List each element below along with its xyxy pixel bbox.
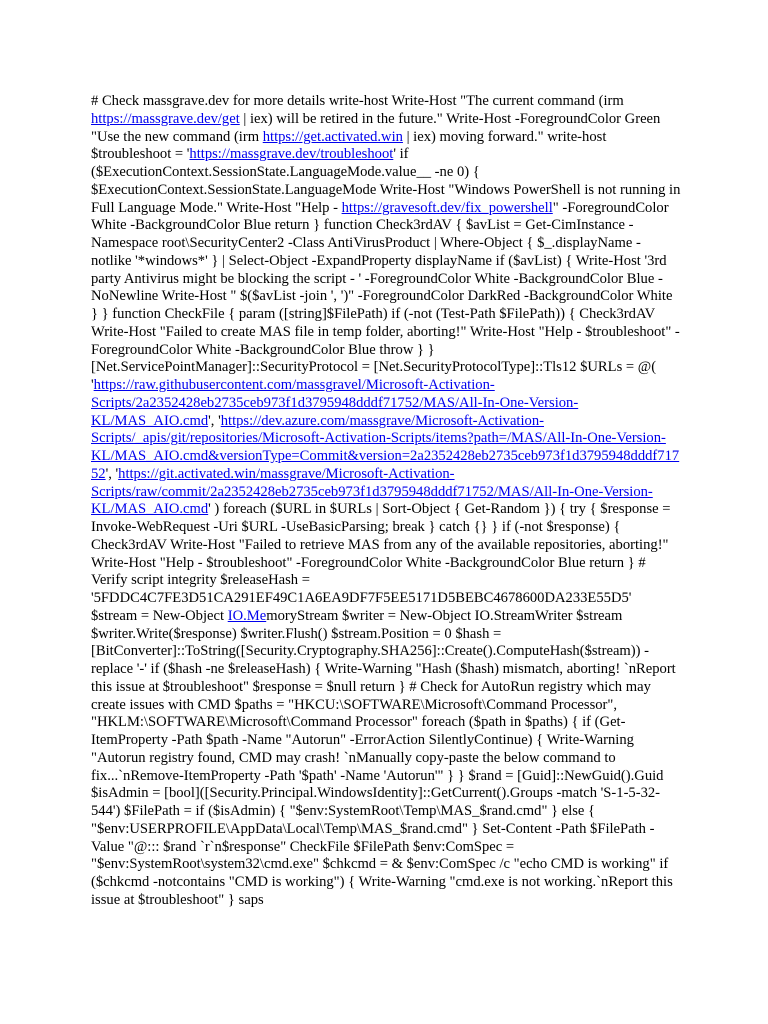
text-segment: ' if ($ExecutionContext.SessionState.LanguageMode.value__ -ne 0) { $ExecutionContext.SessionState.LanguageMode Write-Host "Windows PowerShell is not running in Full Language Mode." Write-Host "Help - [91, 146, 681, 216]
text-segment: | iex) will be retired in the future." Write-Host -ForegroundColor Green "Use the new command (irm [91, 110, 661, 145]
link-github-raw[interactable]: https://raw.githubusercontent.com/massgravel/Microsoft-Activation-Scripts/2a2352428eb2735ceb973f1d3795948dddf71752/MAS/All-In-One-Version-KL/MAS_AIO.cmd [91, 377, 579, 429]
text-segment: # Check massgrave.dev for more details write-host Write-Host "The current command (irm [91, 93, 624, 109]
text-segment: " -ForegroundColor White -BackgroundColor Blue return } function Check3rdAV { $avList = Get-CimInstance -Namespace root\SecurityCenter2 -Class AntiVirusProduct | Where-Object { $_.displayName -notlike '*windows*' } | Select-Object -ExpandProperty displayName if ($avList) { Write-Host '3rd party Antivirus might be blocking the script - ' -ForegroundColor White -BackgroundColor Blue -NoNewline Write-Host " $($avList -join ', ')" -ForegroundColor DarkRed -BackgroundColor White } } function CheckFile { param ([string]$FilePath) if (-not (Test-Path $FilePath)) { Check3rdAV Write-Host "Failed to create MAS file in temp folder, aborting!" Write-Host "Help - $troubleshoot" -ForegroundColor White -BackgroundColor Blue throw } } [Net.ServicePointManager]::SecurityProtocol = [Net.SecurityProtocolType]::Tls12 $URLs = @( ' [91, 199, 680, 393]
text-segment: moryStream $writer = New-Object IO.StreamWriter $stream $writer.Write($response) $writer.Flush() $stream.Position = 0 $hash = [BitConverter]::ToString([Security.Cryptography.SHA256]::Create().ComputeHash($stream)) -replace '-' if ($hash -ne $releaseHash) { Write-Warning "Hash ($hash) mismatch, aborting! `nReport this issue at $troubleshoot" $response = $null return } # Check for AutoRun registry which may create issues with CMD $paths = "HKCU:\SOFTWARE\Microsoft\Command Processor", "HKLM:\SOFTWARE\Microsoft\Command Processor" foreach ($path in $paths) { if (Get-ItemProperty -Path $path -Name "Autorun" -ErrorAction SilentlyContinue) { Write-Warning "Autorun registry found, CMD may crash! `nManually copy-paste the below command to fix...`nRemove-ItemProperty -Path '$path' -Name 'Autorun'" } } $rand = [Guid]::NewGuid().Guid $isAdmin = [bool]([Security.Principal.WindowsIdentity]::GetCurrent().Groups -match 'S-1-5-32-544') $FilePath = if ($isAdmin) { "$env:SystemRoot\Temp\MAS_$rand.cmd" } else { "$env:USERPROFILE\AppData\Local\Temp\MAS_$rand.cmd" } Set-Content -Path $FilePath -Value "@::: $rand `r`n$response" CheckFile $FilePath $env:ComSpec = "$env:SystemRoot\system32\cmd.exe" $chkcmd = & $env:ComSpec /c "echo CMD is working" if ($chkcmd -notcontains "CMD is working") { Write-Warning "cmd.exe is not working.`nReport this issue at $troubleshoot" } saps [91, 607, 676, 908]
text-segment: | iex) moving forward." write-host $troubleshoot = ' [91, 128, 607, 163]
link-azure-devops[interactable]: https://dev.azure.com/massgrave/Microsoft-Activation-Scripts/_apis/git/repositories/Microsoft-Activation-Scripts/items?path=/MAS/All-In-One-Version-KL/MAS_AIO.cmd&versionType=Commit&version=2a2352428eb2735ceb973f1d3795948dddf71752 [91, 412, 680, 482]
link-io-me[interactable]: IO.Me [227, 607, 267, 624]
document-body [91, 93, 681, 910]
link-git-activated[interactable]: https://git.activated.win/massgrave/Microsoft-Activation-Scripts/raw/commit/2a2352428eb2735ceb973f1d3795948dddf71752/MAS/All-In-One-Version-KL/MAS_AIO.cmd [91, 465, 653, 518]
text-segment: ', ' [208, 412, 221, 429]
link-fix-powershell[interactable]: https://gravesoft.dev/fix_powershell [341, 199, 553, 216]
text-segment: ', ' [105, 465, 119, 482]
link-get-activated[interactable]: https://get.activated.win [262, 128, 403, 145]
link-massgrave-get[interactable]: https://massgrave.dev/get [91, 110, 240, 127]
link-troubleshoot[interactable]: https://massgrave.dev/troubleshoot [189, 146, 394, 163]
text-segment: ' ) foreach ($URL in $URLs | Sort-Object { Get-Random }) { try { $response = Invoke-WebRequest -Uri $URL -UseBasicParsing; break } catch {} } if (-not $response) { Check3rdAV Write-Host "Failed to retrieve MAS from any of the available repositories, aborting!" Write-Host "Help - $troubleshoot" -ForegroundColor White -BackgroundColor Blue return } # Verify script integrity $releaseHash = '5FDDC4C7FE3D51CA291EF49C1A6EA9DF7F5EE5171D5BEBC4678600DA233E55D5' $stream = New-Object [91, 501, 671, 624]
